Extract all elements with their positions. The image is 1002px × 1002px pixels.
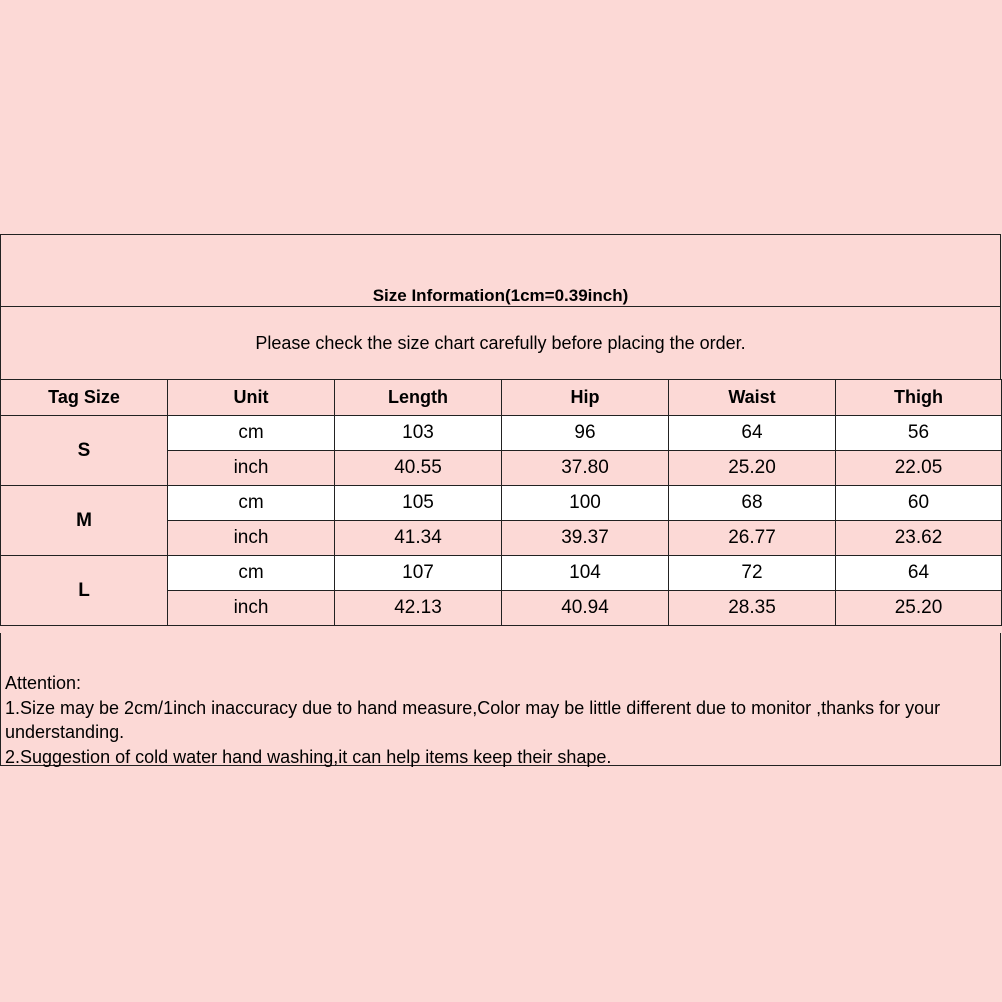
hip-cell: 96: [502, 416, 669, 451]
attention-line-2: 2.Suggestion of cold water hand washing,it can help items keep their shape.: [5, 746, 612, 767]
header-waist: Waist: [669, 380, 836, 416]
tag-size-cell: M: [1, 486, 168, 556]
unit-cell: cm: [168, 556, 335, 591]
header-thigh: Thigh: [836, 380, 1002, 416]
hip-cell: 37.80: [502, 451, 669, 486]
order-note: Please check the size chart carefully before placing the order.: [255, 333, 746, 353]
table-row: [1, 486, 1002, 521]
waist-cell: 26.77: [669, 521, 836, 556]
length-cell: 103: [335, 416, 502, 451]
length-cell: 107: [335, 556, 502, 591]
length-cell: 41.34: [335, 521, 502, 556]
thigh-cell: 25.20: [836, 591, 1002, 626]
header-tag-size: Tag Size: [1, 380, 168, 416]
unit-cell: cm: [168, 486, 335, 521]
waist-cell: 72: [669, 556, 836, 591]
table-row: [1, 556, 1002, 591]
attention-heading: Attention:: [5, 673, 82, 693]
unit-cell: cm: [168, 416, 335, 451]
thigh-cell: 60: [836, 486, 1002, 521]
table-header-row: [1, 380, 1002, 416]
thigh-cell: 56: [836, 416, 1002, 451]
thigh-cell: 22.05: [836, 451, 1002, 486]
unit-cell: inch: [168, 521, 335, 556]
tag-size-cell: L: [1, 556, 168, 626]
attention-line-1: 1.Size may be 2cm/1inch inaccuracy due to hand measure,Color may be little different due to monitor ,thanks for your understanding.: [5, 697, 941, 742]
size-chart-title: Size Information(1cm=0.39inch): [372, 286, 629, 305]
note-row: [0, 306, 1001, 379]
title-row: [0, 234, 1001, 306]
hip-cell: 40.94: [502, 591, 669, 626]
waist-cell: 68: [669, 486, 836, 521]
thigh-cell: 64: [836, 556, 1002, 591]
length-cell: 105: [335, 486, 502, 521]
waist-cell: 28.35: [669, 591, 836, 626]
attention-box: [0, 633, 1001, 766]
size-chart-sheet: [0, 234, 1002, 766]
waist-cell: 64: [669, 416, 836, 451]
unit-cell: inch: [168, 591, 335, 626]
hip-cell: 100: [502, 486, 669, 521]
header-hip: Hip: [502, 380, 669, 416]
length-cell: 42.13: [335, 591, 502, 626]
hip-cell: 39.37: [502, 521, 669, 556]
thigh-cell: 23.62: [836, 521, 1002, 556]
header-length: Length: [335, 380, 502, 416]
hip-cell: 104: [502, 556, 669, 591]
attention-text: [5, 671, 994, 769]
waist-cell: 25.20: [669, 451, 836, 486]
tag-size-cell: S: [1, 416, 168, 486]
length-cell: 40.55: [335, 451, 502, 486]
table-row: [1, 416, 1002, 451]
size-table: [0, 379, 1002, 626]
unit-cell: inch: [168, 451, 335, 486]
header-unit: Unit: [168, 380, 335, 416]
